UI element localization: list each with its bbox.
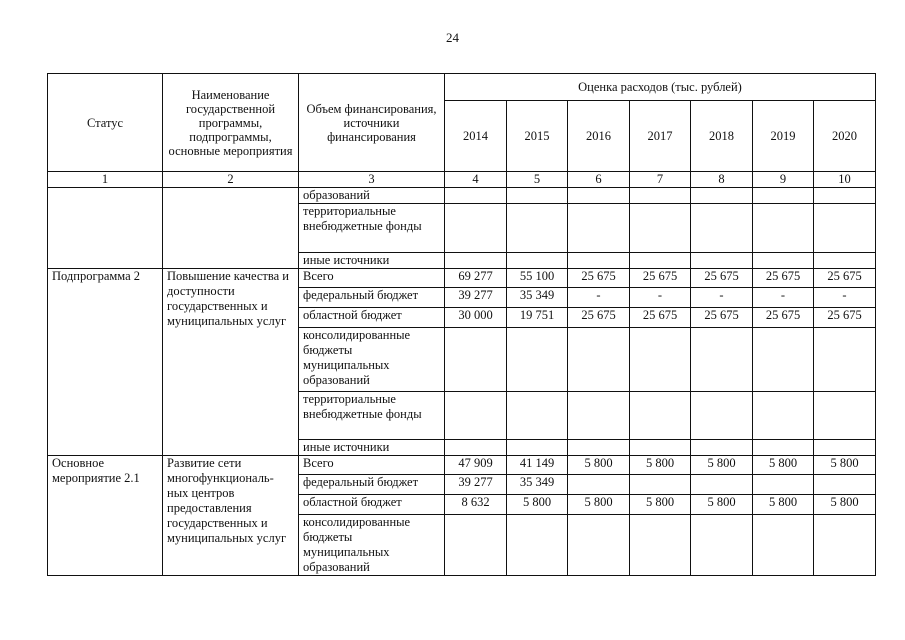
value-cell <box>630 253 691 269</box>
table-row <box>48 456 876 475</box>
value-cell <box>445 328 507 392</box>
value-cell: 35 349 <box>507 475 568 495</box>
header-year: 2015 <box>507 101 568 172</box>
value-cell: - <box>568 288 630 308</box>
value-cell <box>691 515 753 576</box>
value-cell: - <box>753 288 814 308</box>
header-year: 2020 <box>814 101 876 172</box>
value-cell <box>814 515 876 576</box>
value-cell <box>507 515 568 576</box>
value-cell <box>753 515 814 576</box>
value-cell <box>568 253 630 269</box>
value-cell <box>814 253 876 269</box>
value-cell <box>753 253 814 269</box>
value-cell: 5 800 <box>568 495 630 515</box>
status-cell <box>48 188 163 269</box>
value-cell <box>630 204 691 253</box>
value-cell <box>753 328 814 392</box>
value-cell: 30 000 <box>445 308 507 328</box>
value-cell: 39 277 <box>445 475 507 495</box>
value-cell <box>568 440 630 456</box>
value-cell <box>568 475 630 495</box>
value-cell: 39 277 <box>445 288 507 308</box>
value-cell: 25 675 <box>814 269 876 288</box>
funding-source: консолидированные бюджеты муниципальных образований <box>299 328 445 392</box>
funding-source: иные источники <box>299 440 445 456</box>
table-row <box>48 188 876 204</box>
value-cell: 5 800 <box>691 456 753 475</box>
value-cell <box>507 328 568 392</box>
value-cell <box>691 392 753 440</box>
value-cell <box>814 392 876 440</box>
value-cell <box>753 392 814 440</box>
column-number: 7 <box>630 172 691 188</box>
value-cell <box>691 204 753 253</box>
column-number: 2 <box>163 172 299 188</box>
value-cell <box>507 204 568 253</box>
value-cell: 5 800 <box>507 495 568 515</box>
value-cell: 25 675 <box>753 308 814 328</box>
header-estimate: Оценка расходов (тыс. рублей) <box>445 74 876 101</box>
value-cell <box>630 188 691 204</box>
value-cell <box>753 440 814 456</box>
header-funding: Объем финансирования, источники финансирования <box>299 74 445 172</box>
value-cell <box>507 392 568 440</box>
value-cell: 25 675 <box>568 308 630 328</box>
value-cell: 5 800 <box>630 456 691 475</box>
column-number: 4 <box>445 172 507 188</box>
value-cell <box>630 392 691 440</box>
value-cell: - <box>691 288 753 308</box>
column-number: 3 <box>299 172 445 188</box>
value-cell: 25 675 <box>568 269 630 288</box>
value-cell <box>507 440 568 456</box>
status-cell: Подпрограмма 2 <box>48 269 163 456</box>
value-cell: - <box>630 288 691 308</box>
value-cell: 25 675 <box>630 308 691 328</box>
value-cell: 69 277 <box>445 269 507 288</box>
header-year: 2016 <box>568 101 630 172</box>
header-program-name: Наименование государственной программы, подпрограммы, основные мероприятия <box>163 74 299 172</box>
value-cell <box>630 328 691 392</box>
value-cell <box>445 440 507 456</box>
value-cell <box>814 188 876 204</box>
value-cell <box>814 328 876 392</box>
value-cell <box>568 188 630 204</box>
value-cell <box>630 515 691 576</box>
value-cell: 55 100 <box>507 269 568 288</box>
value-cell <box>691 188 753 204</box>
value-cell <box>568 204 630 253</box>
column-number: 10 <box>814 172 876 188</box>
value-cell <box>691 328 753 392</box>
program-cell <box>163 188 299 269</box>
value-cell: 19 751 <box>507 308 568 328</box>
value-cell <box>691 475 753 495</box>
funding-source: образований <box>299 188 445 204</box>
value-cell: 25 675 <box>753 269 814 288</box>
value-cell <box>691 440 753 456</box>
funding-source: территориальные внебюджетные фонды <box>299 204 445 253</box>
value-cell: 5 800 <box>630 495 691 515</box>
value-cell <box>445 392 507 440</box>
funding-source: территориальные внебюджетные фонды <box>299 392 445 440</box>
value-cell <box>507 188 568 204</box>
value-cell: 5 800 <box>753 456 814 475</box>
table-row <box>48 269 876 288</box>
value-cell <box>445 188 507 204</box>
value-cell <box>568 328 630 392</box>
status-cell: Основное мероприятие 2.1 <box>48 456 163 576</box>
program-cell: Повышение качества и доступности государственных и муниципальных услуг <box>163 269 299 456</box>
value-cell: - <box>814 288 876 308</box>
funding-source: областной бюджет <box>299 495 445 515</box>
funding-source: консолидированные бюджеты муниципальных образований <box>299 515 445 576</box>
program-cell: Развитие сети многофункциональ-ных центров предоставления государственных и муниципальных услуг <box>163 456 299 576</box>
value-cell: 5 800 <box>568 456 630 475</box>
value-cell: 47 909 <box>445 456 507 475</box>
value-cell: 5 800 <box>753 495 814 515</box>
funding-source: федеральный бюджет <box>299 288 445 308</box>
value-cell <box>814 475 876 495</box>
value-cell: 25 675 <box>630 269 691 288</box>
column-number: 1 <box>48 172 163 188</box>
header-year: 2018 <box>691 101 753 172</box>
value-cell <box>753 475 814 495</box>
value-cell: 35 349 <box>507 288 568 308</box>
value-cell <box>753 204 814 253</box>
column-number: 6 <box>568 172 630 188</box>
value-cell: 25 675 <box>691 308 753 328</box>
budget-table <box>47 73 876 576</box>
value-cell <box>753 188 814 204</box>
header-year: 2019 <box>753 101 814 172</box>
value-cell <box>630 475 691 495</box>
value-cell <box>814 204 876 253</box>
value-cell <box>507 253 568 269</box>
value-cell <box>691 253 753 269</box>
column-number: 8 <box>691 172 753 188</box>
value-cell: 5 800 <box>691 495 753 515</box>
column-number: 9 <box>753 172 814 188</box>
value-cell <box>630 440 691 456</box>
funding-source: Всего <box>299 269 445 288</box>
value-cell <box>445 204 507 253</box>
value-cell: 41 149 <box>507 456 568 475</box>
funding-source: областной бюджет <box>299 308 445 328</box>
value-cell <box>814 440 876 456</box>
funding-source: Всего <box>299 456 445 475</box>
column-number: 5 <box>507 172 568 188</box>
value-cell: 5 800 <box>814 456 876 475</box>
value-cell: 5 800 <box>814 495 876 515</box>
value-cell <box>445 253 507 269</box>
page-number: 24 <box>446 30 459 45</box>
value-cell: 8 632 <box>445 495 507 515</box>
value-cell <box>568 392 630 440</box>
funding-source: федеральный бюджет <box>299 475 445 495</box>
header-year: 2014 <box>445 101 507 172</box>
value-cell: 25 675 <box>814 308 876 328</box>
header-status: Статус <box>48 74 163 172</box>
value-cell: 25 675 <box>691 269 753 288</box>
header-year: 2017 <box>630 101 691 172</box>
value-cell <box>568 515 630 576</box>
value-cell <box>445 515 507 576</box>
funding-source: иные источники <box>299 253 445 269</box>
